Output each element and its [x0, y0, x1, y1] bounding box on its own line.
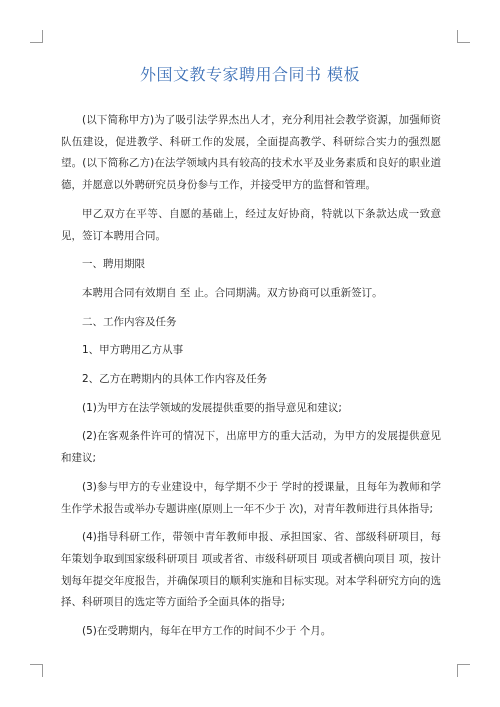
list-item: (3)参与甲方的专业建设中，每学期不少于 学时的授课量，且每年为教师和学生作学术报告或举办专题讲座(原则上一年不少于 次)，对青年教师进行具体指导;: [61, 480, 441, 515]
document-title: 外国文教专家聘用合同书 模板: [139, 65, 361, 84]
list-item: 2、乙方在聘期内的具体工作内容及任务: [82, 373, 268, 386]
paragraph: (以下简称甲方)为了吸引法学界杰出人才，充分利用社会教学资源，加强师资队伍建设，促进教学、科研工作的发展，全面提高教学、科研综合实力的强烈愿望。(以下简称乙方)在法学领域内具有较高的技术水平及业务素质和良好的职业道德，并愿意以外聘研究员身份参与工作，并接受甲方的监督和管理。: [61, 114, 441, 192]
paragraph: 本聘用合同有效期自 至 止。合同期满。双方协商可以重新签订。: [82, 286, 383, 299]
crop-mark-bottom-left: [30, 664, 43, 677]
list-item: (5)在受聘期内，每年在甲方工作的时间不少于 个月。: [82, 625, 332, 638]
list-item: (2)在客观条件许可的情况下，出席甲方的重大活动，为甲方的发展提供意见和建议;: [61, 430, 441, 465]
section-heading: 二、工作内容及任务: [82, 315, 177, 328]
crop-mark-top-left: [30, 30, 43, 43]
list-item: (4)指导科研工作，带领中青年教师申报、承担国家、省、部级科研项目，每年策划争取到国家级科研项目 项或者省、市级科研项目 项或者横向项目 项，按计划每年提交年度报告，并确保项目的顺利实施和目标实现。对本学科研究方向的选择、科研项目的选定等方面给予全面具体的指导;: [61, 531, 441, 609]
crop-mark-bottom-right: [457, 664, 470, 677]
list-item: 1、甲方聘用乙方从事: [82, 344, 184, 357]
section-heading: 一、聘用期限: [82, 258, 145, 271]
document-body: [61, 110, 441, 643]
list-item: (1)为甲方在法学领域的发展提供重要的指导意见和建议;: [82, 401, 342, 414]
crop-mark-top-right: [457, 30, 470, 43]
paragraph: 甲乙双方在平等、自愿的基础上，经过友好协商，特就以下条款达成一致意见，签订本聘用合同。: [61, 207, 441, 242]
